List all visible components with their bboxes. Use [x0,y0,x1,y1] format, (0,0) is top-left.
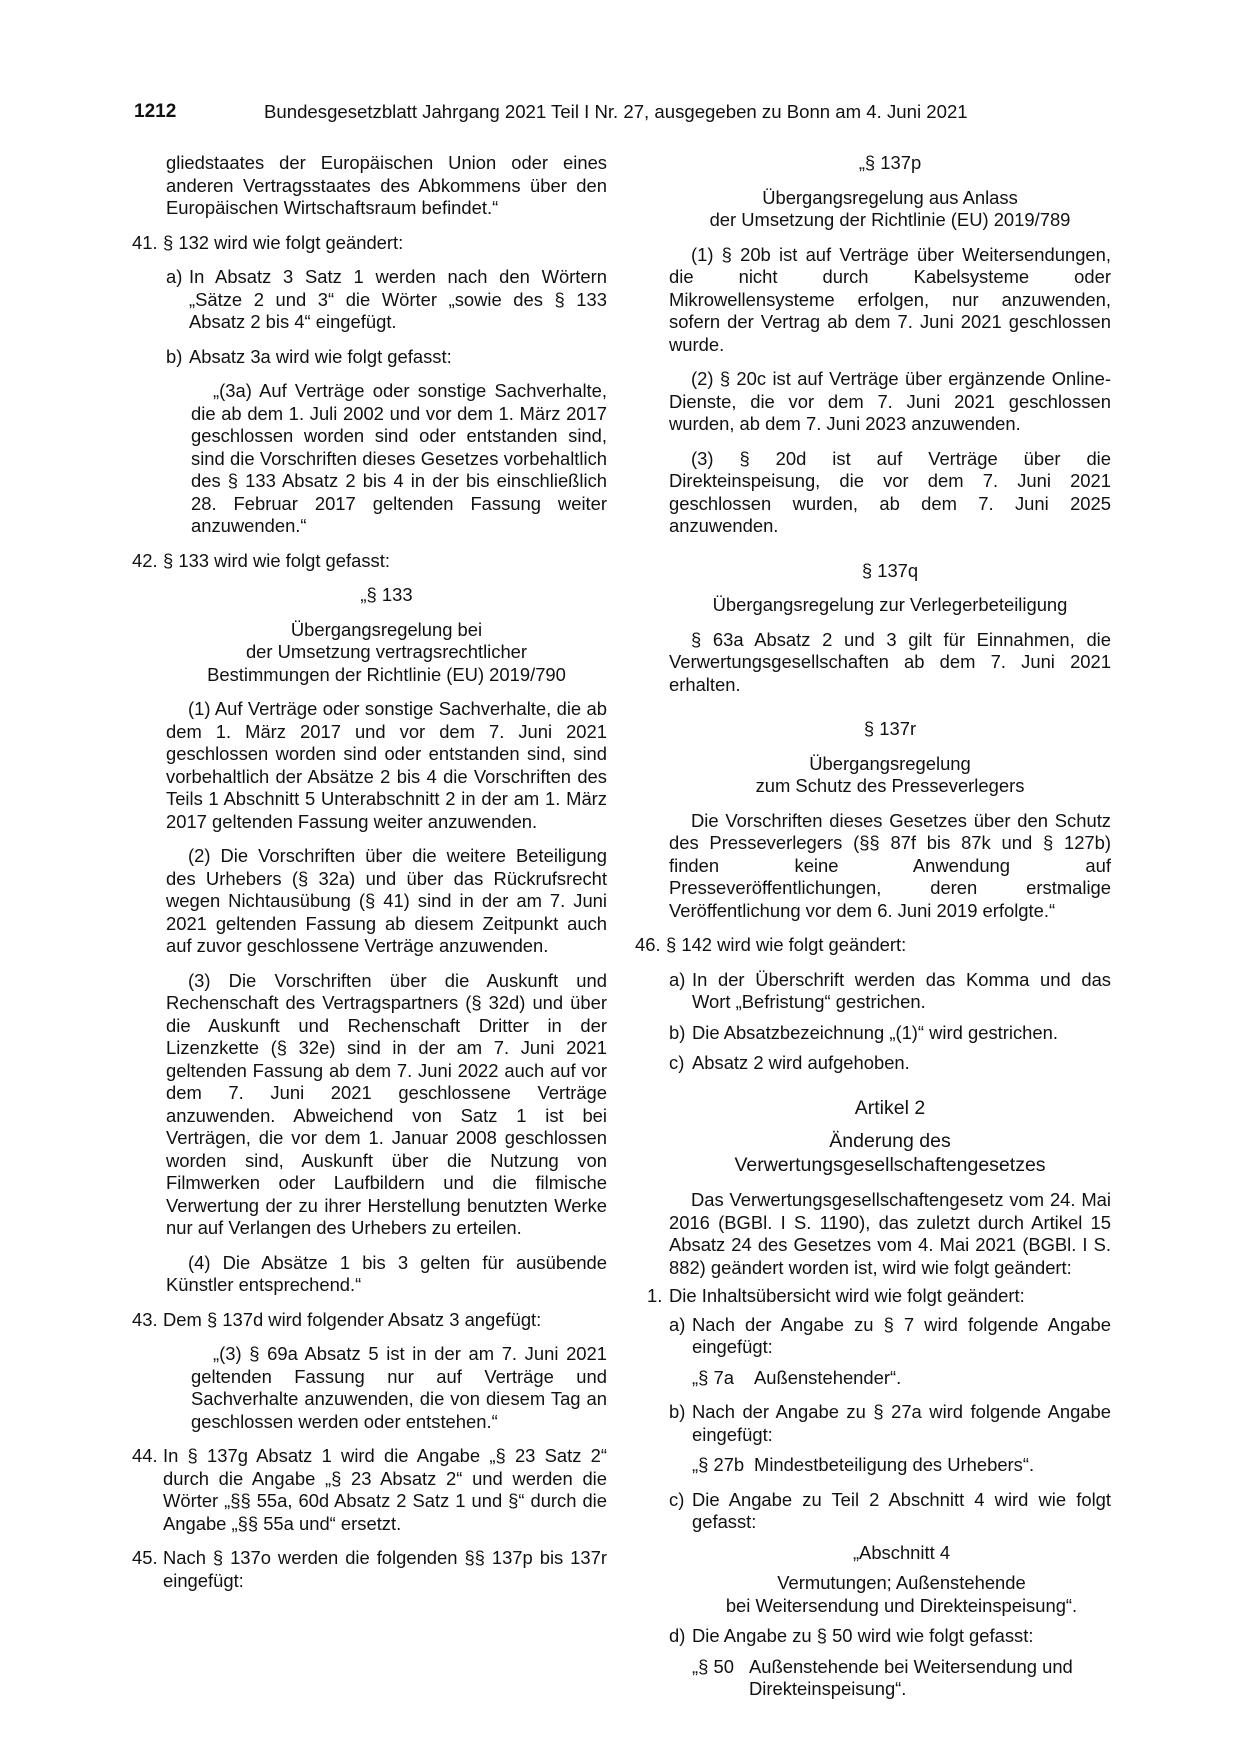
item-text: § 133 wird wie folgt gefasst: [163,549,390,571]
item-number: 42. [132,549,158,571]
sub-text: Die Angabe zu Teil 2 Abschnitt 4 wird wie folgt gefasst: [692,1488,1111,1532]
sub-text: Nach der Angabe zu § 7 wird folgende Angabe eingefügt: [692,1313,1111,1357]
paragraph: (1) Auf Verträge oder sonstige Sachverhalte, die ab dem 1. März 2017 und vor dem 7. Juni 2021 geschlossen worden sind oder entstanden sind, sind vorbehaltlich der Absätze 2 bis 4 die Vorschriften des Teils 1 Abschnitt 5 Unterabschnitt 2 in der am 1. März 2017 geltenden Fassung weiter anzuwenden. [166,698,607,832]
item-number: 44. [132,1445,158,1466]
sub-item-46a [669,969,1111,1014]
quoted-paragraph: „(3) § 69a Absatz 5 ist in der am 7. Juni 2021 geltenden Fassung nur auf Verträge und Sachverhalte anzuwenden, die von diesem Tag an geschlossen werden oder entstehen.“ [191,1343,607,1432]
paragraph: (3) Die Vorschriften über die Auskunft und Rechenschaft des Vertragspartners (§ 32d) und über die Auskunft und Rechenschaft Dritter in der Lizenzkette (§ 32e) sind in der am 7. Juni 2021 geltenden Fassung ab dem 7. Juni 2022 auch auf vor dem 7. Juni 2021 geschlossene Verträge anzuwenden. Abweichend von Satz 1 ist bei Verträgen, die vor dem 1. Januar 2008 geschlossen worden sind, Auskunft über die Nutzung von Filmwerken oder Laufbildern und die filmische Verwertung der zu ihrer Herstellung benutzten Werke nur auf Verlangen des Urhebers zu erteilen. [166,969,607,1238]
sub-text: Die Absatzbezeichnung „(1)“ wird gestrichen. [692,1021,1058,1043]
item-text: Die Inhaltsübersicht wird wie folgt geändert: [669,1285,1025,1306]
paragraph: (2) § 20c ist auf Verträge über ergänzende Online-Dienste, die vor dem 7. Juni 2021 geschlossen wurden, ab dem 7. Juni 2023 anzuwenden. [669,368,1111,434]
quoted-entry [692,1656,1111,1701]
quoted-entry [669,1454,1111,1477]
sub-letter: a) [166,266,183,287]
title-line: Übergangsregelung aus Anlass [762,186,1018,208]
sub-item-46b [669,1022,1111,1045]
sub-letter: a) [669,968,686,990]
sub-text: Nach der Angabe zu § 27a wird folgende Angabe eingefügt: [692,1401,1111,1445]
sub-item-1a [669,1314,1111,1359]
page-number: 1212 [134,101,177,122]
section-heading: § 137q [861,559,919,581]
entry-key: „§ 7a [692,1366,734,1388]
sub-letter: c) [669,1488,685,1510]
item-number: 45. [132,1547,158,1568]
item-number: 46. [635,934,661,955]
title-line: Vermutungen; Außenstehende [777,1572,1026,1593]
title-line: der Umsetzung vertragsrechtlicher [245,641,528,662]
item-text: Dem § 137d wird folgender Absatz 3 angefügt: [163,1308,542,1330]
sub-letter: a) [669,1313,686,1335]
title-line: bei Weitersendung und Direkteinspeisung“. [725,1594,1078,1616]
entry-value: Mindestbeteiligung des Urhebers“. [754,1454,1035,1475]
article-heading: Artikel 2 [854,1096,926,1119]
sub-item-41a [166,266,607,334]
paragraph: gliedstaates der Europäischen Union oder eines anderen Vertragsstaates des Abkommens über den Europäischen Wirtschaftsraum befindet.“ [166,152,607,218]
title-line: Übergangsregelung [809,752,971,774]
title-line: Übergangsregelung bei [290,618,483,640]
section-title: Übergangsregelung zur Verlegerbeteiligung [712,594,1068,615]
sub-text: Absatz 3a wird wie folgt gefasst: [189,345,452,367]
list-item-1 [647,1285,1111,1308]
sub-item-1b [669,1401,1111,1446]
item-number: 43. [132,1308,158,1330]
section-heading: § 137r [863,718,917,739]
entry-value: Außenstehende bei Weitersendung und Direkteinspeisung“. [749,1655,1073,1699]
sub-item-1d [669,1625,1111,1648]
item-text: § 132 wird wie folgt geändert: [163,231,404,253]
list-item-46 [635,934,1111,957]
list-item-41 [132,232,607,255]
section-heading: „§ 137p [858,152,922,173]
list-item-44 [132,1445,607,1535]
sub-text: In der Überschrift werden das Komma und das Wort „Befristung“ gestrichen. [692,968,1111,1012]
entry-key: „§ 27b [692,1454,745,1475]
section-heading: „§ 133 [360,584,413,605]
paragraph: (1) § 20b ist auf Verträge über Weitersendungen, die nicht durch Kabelsysteme oder Mikrowellensysteme erfolgen, nur anzuwenden, sofern der Vertrag ab dem 7. Juni 2021 geschlossen wurde. [669,243,1111,355]
sub-letter: b) [669,1401,686,1422]
list-item-42 [132,550,607,573]
sub-text: Absatz 2 wird aufgehoben. [692,1052,910,1073]
section-title [669,753,1111,798]
sub-text: Die Angabe zu § 50 wird wie folgt gefasst: [692,1625,1034,1646]
section-title [166,619,607,687]
title-line: Verwertungsgesellschaftengesetzes [734,1154,1046,1176]
running-header: Bundesgesetzblatt Jahrgang 2021 Teil I Nr. 27, ausgegeben zu Bonn am 4. Juni 2021 [264,101,968,122]
article-title [669,1129,1111,1177]
title-line: zum Schutz des Presseverlegers [755,775,1025,796]
item-text: In § 137g Absatz 1 wird die Angabe „§ 23 Satz 2“ durch die Angabe „§ 23 Absatz 2“ und werden die Wörter „§§ 55a, 60d Absatz 2 Satz 1 und §“ durch die Angabe „§§ 55a und“ ersetzt. [163,1445,607,1534]
quoted-entry [669,1367,1111,1390]
sub-letter: d) [669,1625,686,1646]
sub-letter: b) [166,345,183,367]
list-item-45 [132,1547,607,1592]
sub-item-41b [166,346,607,369]
paragraph: (3) § 20d ist auf Verträge über die Direkteinspeisung, die vor dem 7. Juni 2021 geschlossen wurden, ab dem 7. Juni 2025 anzuwenden. [669,447,1111,536]
right-column [635,152,1111,1713]
title-line: der Umsetzung der Richtlinie (EU) 2019/789 [709,209,1071,230]
sub-text: In Absatz 3 Satz 1 werden nach den Wörtern „Sätze 2 und 3“ die Wörter „sowie des § 133 Absatz 2 bis 4“ eingefügt. [189,266,607,332]
page-header [134,101,974,125]
sub-letter: b) [669,1021,686,1043]
paragraph: § 63a Absatz 2 und 3 gilt für Einnahmen, die Verwertungsgesellschaften ab dem 7. Juni 2021 erhalten. [669,628,1111,695]
list-item-43 [132,1309,607,1332]
item-text: § 142 wird wie folgt geändert: [666,934,907,955]
sub-letter: c) [669,1052,685,1073]
item-number: 1. [647,1285,663,1306]
title-line: Bestimmungen der Richtlinie (EU) 2019/790 [207,663,566,685]
entry-value: Außenstehender“. [754,1366,902,1388]
quoted-heading: „Abschnitt 4 [852,1541,951,1563]
paragraph: (2) Die Vorschriften über die weitere Beteiligung des Urhebers (§ 32a) und über das Rückrufsrecht wegen Nichtausübung (§ 41) sind in der am 7. Juni 2021 geltenden Fassung ab diesem Zeitpunkt auch auf zuvor geschlossene Verträge anzuwenden. [166,845,607,956]
paragraph: Das Verwertungsgesellschaftengesetz vom 24. Mai 2016 (BGBl. I S. 1190), das zuletzt durch Artikel 15 Absatz 24 des Gesetzes vom 4. Mai 2021 (BGBl. I S. 882) geändert worden ist, wird wie folgt geändert: [669,1189,1111,1278]
quoted-title [669,1572,1111,1617]
item-text: Nach § 137o werden die folgenden §§ 137p bis 137r eingefügt: [163,1547,607,1591]
item-number: 41. [132,231,158,253]
title-line: Änderung des [829,1130,951,1152]
entry-key: „§ 50 [692,1655,734,1677]
left-column [132,152,607,1592]
paragraph: Die Vorschriften dieses Gesetzes über den Schutz des Presseverlegers (§§ 87f bis 87k und § 127b) finden keine Anwendung auf Presseveröffentlichungen, deren erstmalige Veröffentlichung vor dem 6. Juni 2019 erfolgte.“ [669,809,1111,921]
quoted-paragraph: „(3a) Auf Verträge oder sonstige Sachverhalte, die ab dem 1. Juli 2002 und vor dem 1. März 2017 geschlossen worden sind oder entstanden sind, sind die Vorschriften dieses Gesetzes vorbehaltlich des § 133 Absatz 2 bis 4 in der bis einschließlich 28. Februar 2017 geltenden Fassung weiter anzuwenden.“ [191,380,607,536]
sub-item-46c [669,1052,1111,1075]
section-title [669,187,1111,232]
paragraph: (4) Die Absätze 1 bis 3 gelten für ausübende Künstler entsprechend.“ [166,1251,607,1295]
sub-item-1c [669,1489,1111,1534]
